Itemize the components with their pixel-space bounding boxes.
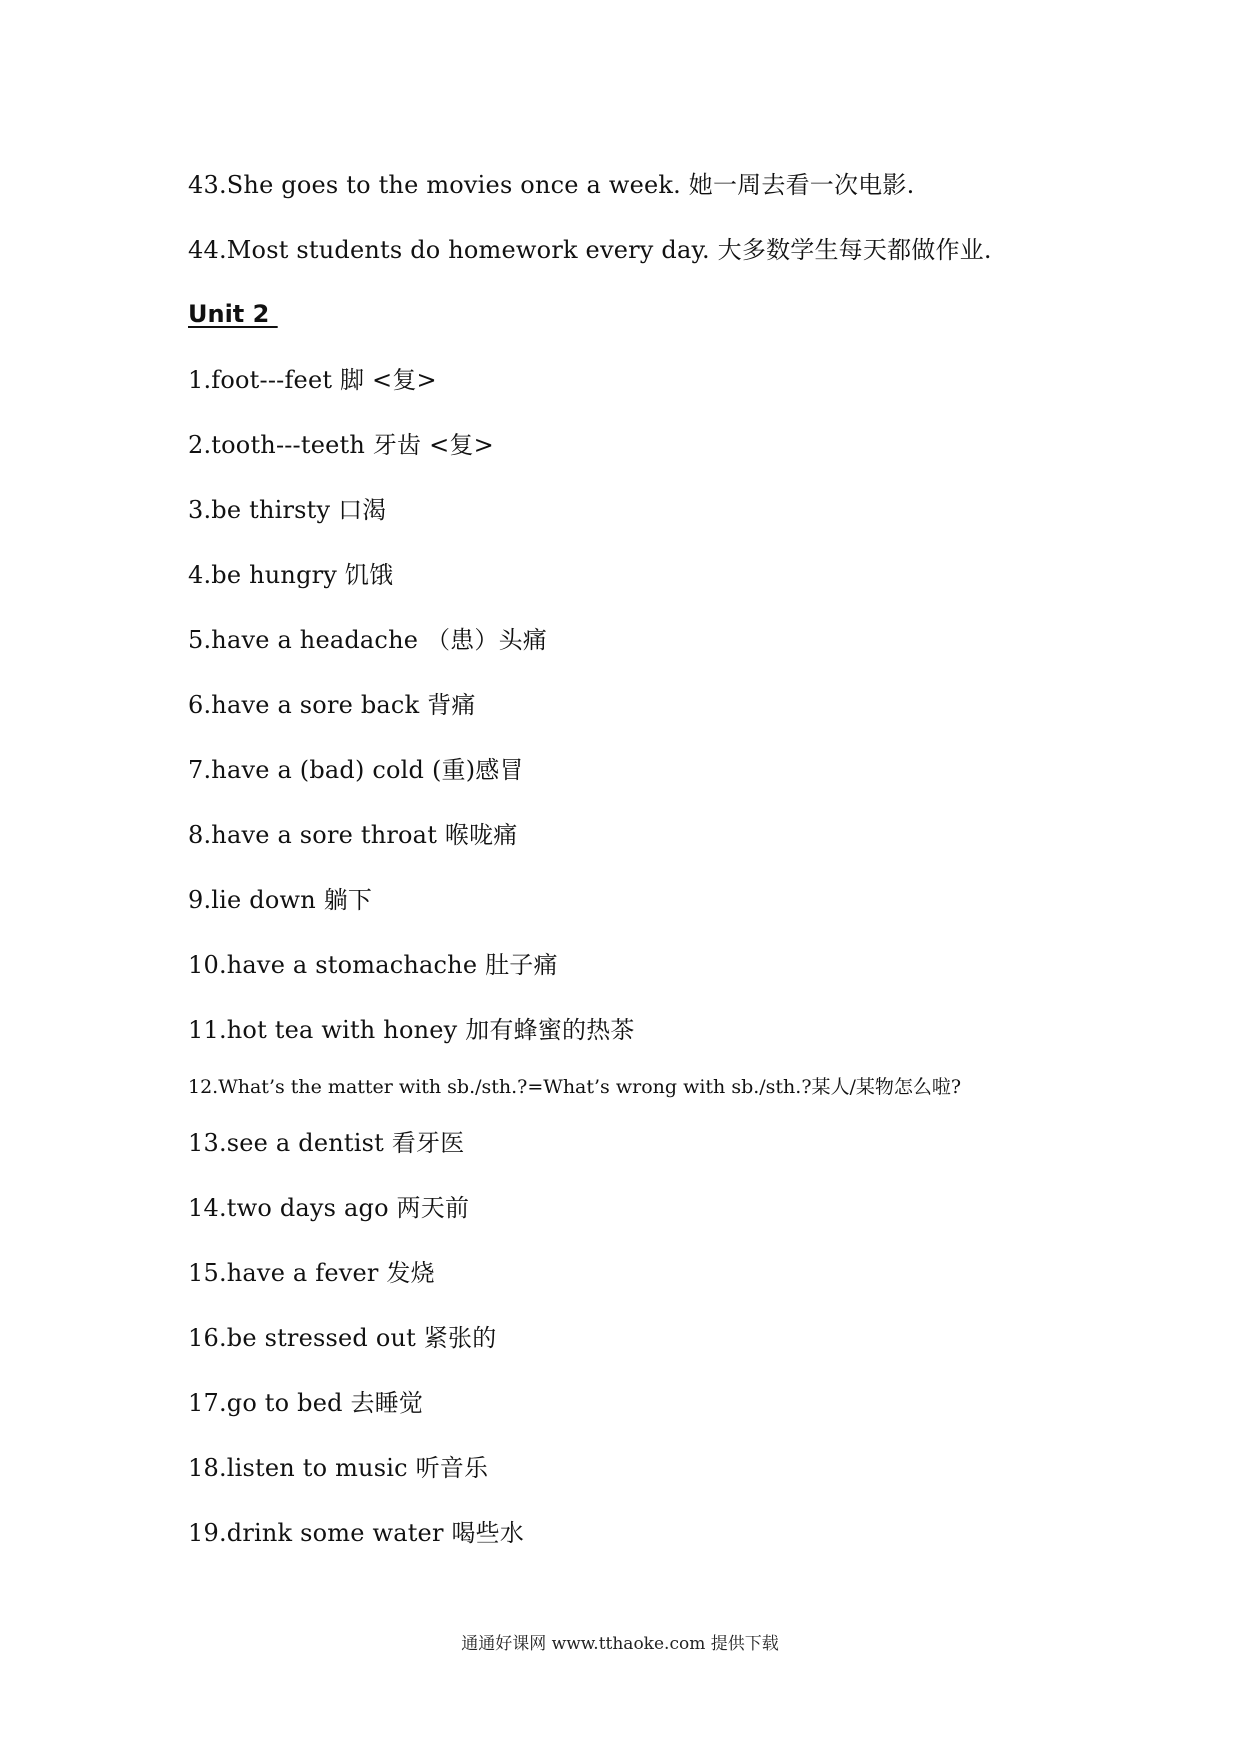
vocab-item-8: 8.have a sore throat 喉咙痛: [188, 821, 518, 849]
vocab-item-15: 15.have a fever 发烧: [188, 1259, 435, 1287]
vocab-item-3: 3.be thirsty 口渴: [188, 496, 387, 524]
page-footer: 通通好课网 www.tthaoke.com 提供下载: [461, 1634, 779, 1654]
vocab-item-14: 14.two days ago 两天前: [188, 1194, 470, 1222]
vocab-item-9: 9.lie down 躺下: [188, 886, 373, 914]
vocab-item-5: 5.have a headache （患）头痛: [188, 626, 547, 654]
vocab-item-10: 10.have a stomachache 肚子痛: [188, 951, 558, 979]
vocab-item-44: 44.Most students do homework every day. 大多数学生每天都做作业.: [188, 236, 992, 264]
vocab-item-16: 16.be stressed out 紧张的: [188, 1324, 497, 1352]
vocab-item-6: 6.have a sore back 背痛: [188, 691, 476, 719]
vocab-item-17: 17.go to bed 去睡觉: [188, 1389, 424, 1417]
vocab-item-7: 7.have a (bad) cold (重)感冒: [188, 756, 524, 784]
vocab-item-13: 13.see a dentist 看牙医: [188, 1129, 465, 1157]
vocab-item-43: 43.She goes to the movies once a week. 她一周去看一次电影.: [188, 171, 915, 199]
unit-heading: Unit 2: [188, 300, 278, 328]
vocab-item-11: 11.hot tea with honey 加有蜂蜜的热茶: [188, 1016, 635, 1044]
vocab-item-1: 1.foot---feet 脚 <复>: [188, 366, 437, 394]
vocab-item-2: 2.tooth---teeth 牙齿 <复>: [188, 431, 494, 459]
vocab-item-18: 18.listen to music 听音乐: [188, 1454, 489, 1482]
vocab-item-4: 4.be hungry 饥饿: [188, 561, 394, 589]
vocab-item-19: 19.drink some water 喝些水: [188, 1519, 525, 1547]
vocab-item-12: 12.What’s the matter with sb./sth.?=What’s wrong with sb./sth.?某人/某物怎么啦?: [188, 1076, 962, 1098]
